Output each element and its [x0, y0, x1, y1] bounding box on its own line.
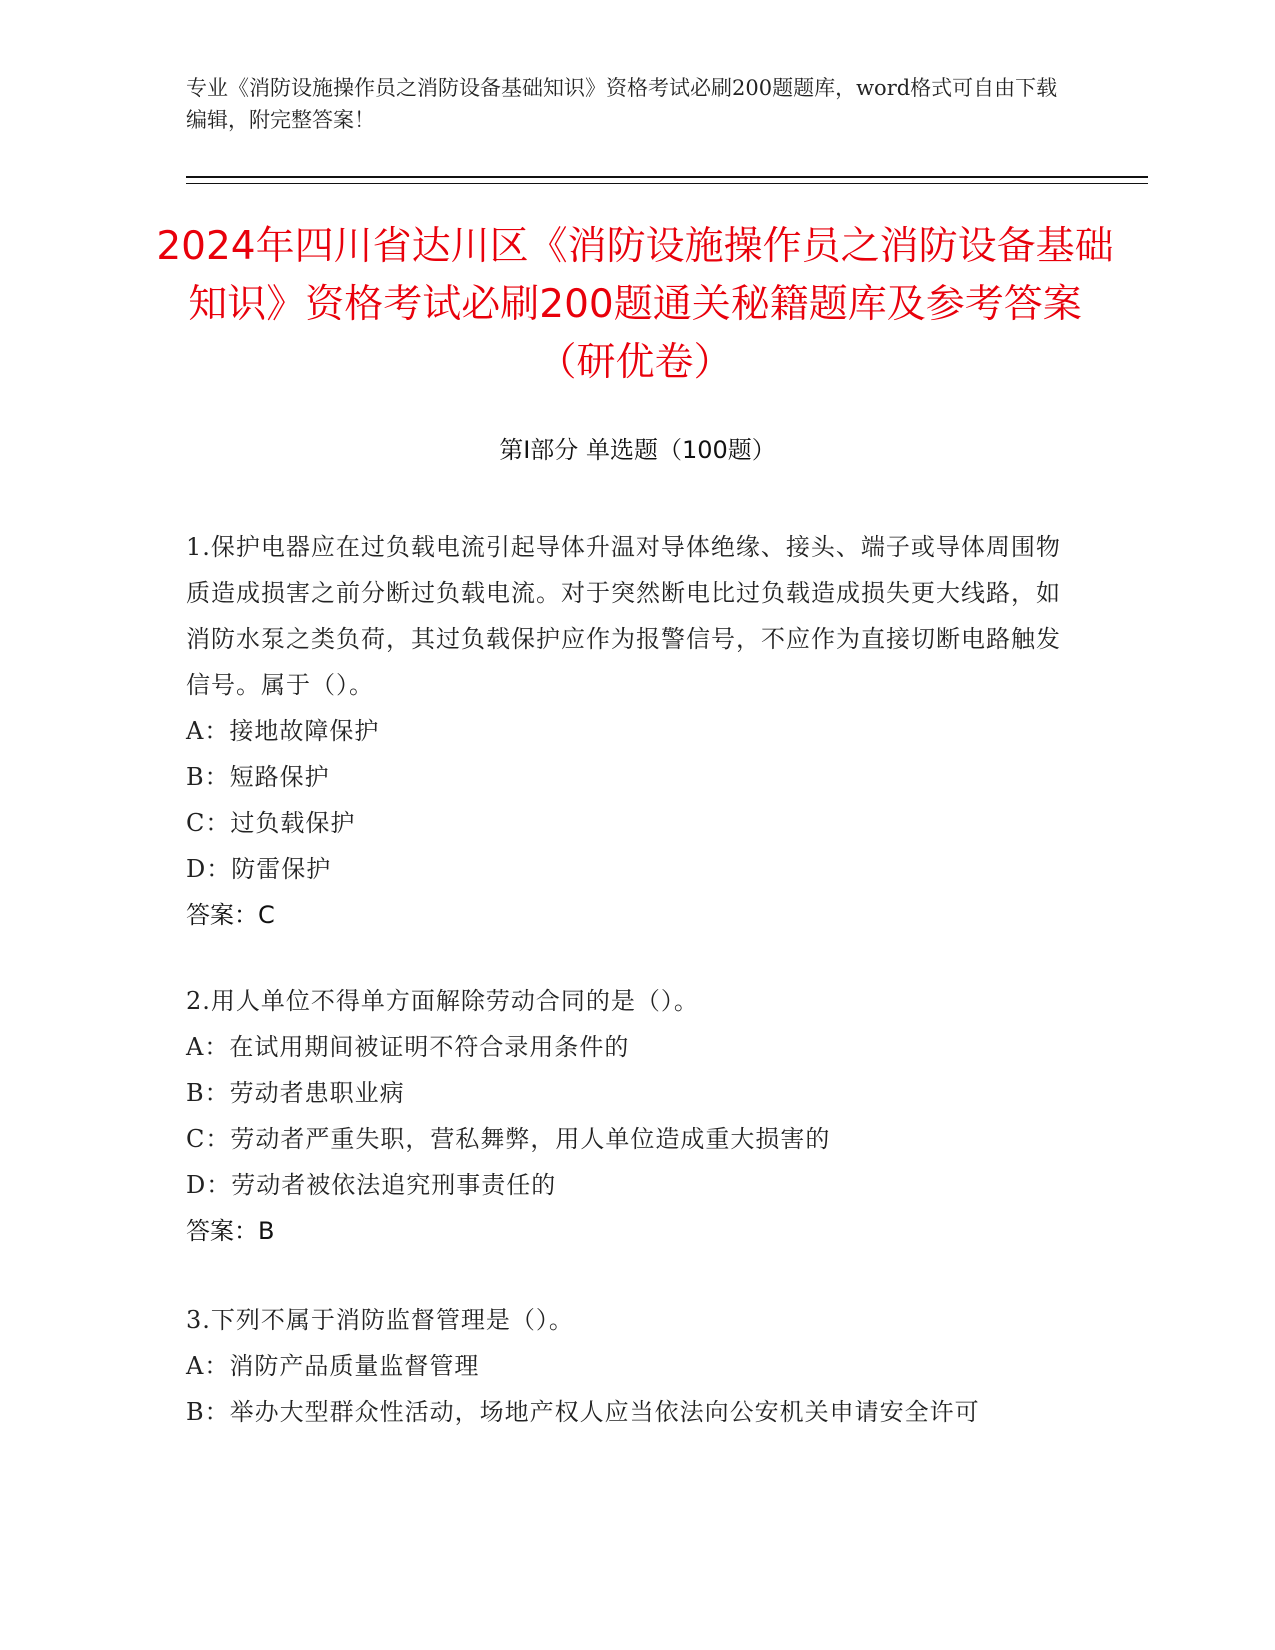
- option-a: A：接地故障保护: [186, 717, 380, 745]
- question-3: [186, 1297, 1066, 1435]
- option-b: B：劳动者患职业病: [186, 1079, 405, 1107]
- question-stem: 1.保护电器应在过负载电流引起导体升温对导体绝缘、接头、端子或导体周围物质造成损害之前分断过负载电流。对于突然断电比过负载造成损失更大线路，如消防水泵之类负荷，其过负载保护应作为报警信号，不应作为直接切断电路触发信号。属于（）。: [186, 533, 1061, 699]
- option-c: C：劳动者严重失职，营私舞弊，用人单位造成重大损害的: [186, 1125, 831, 1153]
- header-note: 专业《消防设施操作员之消防设备基础知识》资格考试必刷200题题库，word格式可自由下载编辑，附完整答案！: [186, 76, 1058, 132]
- option-d: D：劳动者被依法追究刑事责任的: [186, 1171, 557, 1199]
- question-stem: 3.下列不属于消防监督管理是（）。: [186, 1306, 574, 1334]
- header-rule-thick: [186, 176, 1148, 178]
- option-b: B：举办大型群众性活动，场地产权人应当依法向公安机关申请安全许可: [186, 1398, 980, 1426]
- option-b: B：短路保护: [186, 763, 330, 791]
- document-title: 2024年四川省达川区《消防设施操作员之消防设备基础知识》资格考试必刷200题通关秘籍题库及参考答案（研优卷）: [156, 224, 1114, 385]
- option-a: A：消防产品质量监督管理: [186, 1352, 480, 1380]
- option-a: A：在试用期间被证明不符合录用条件的: [186, 1033, 630, 1061]
- answer: 答案：C: [186, 901, 275, 929]
- question-2: [186, 978, 1066, 1254]
- question-stem: 2.用人单位不得单方面解除劳动合同的是（）。: [186, 987, 699, 1015]
- header-rule-thin: [186, 183, 1148, 184]
- option-c: C：过负载保护: [186, 809, 356, 837]
- option-d: D：防雷保护: [186, 855, 332, 883]
- section-heading: 第Ⅰ部分 单选题（100题）: [499, 436, 776, 464]
- question-1: [186, 524, 1066, 938]
- answer: 答案：B: [186, 1217, 275, 1245]
